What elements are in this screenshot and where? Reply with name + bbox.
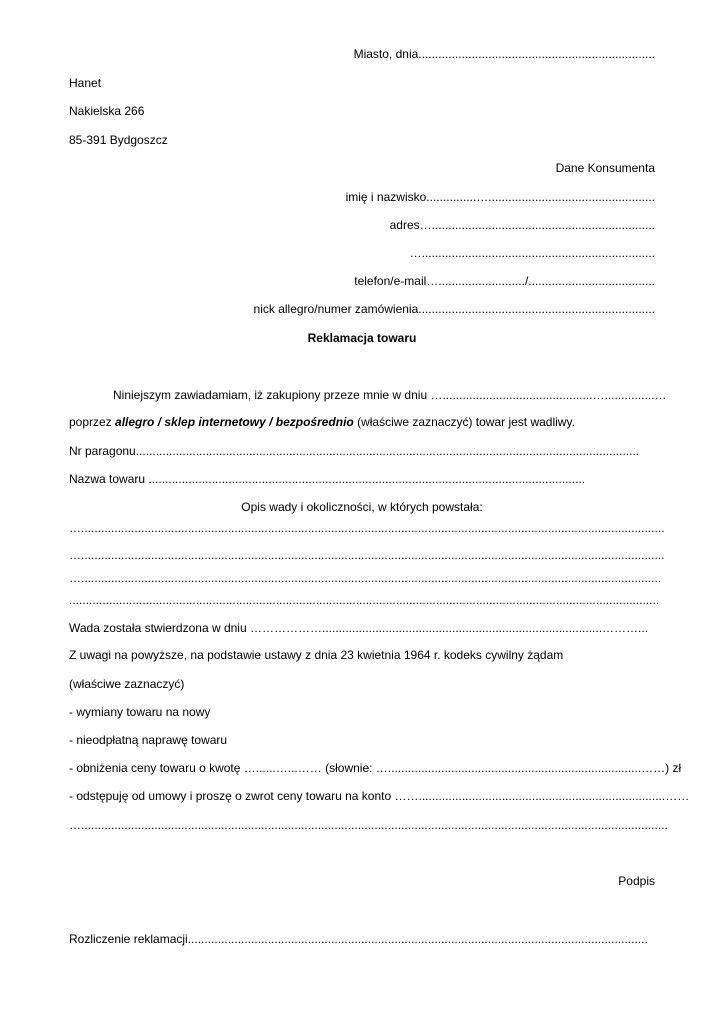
place-date-line: Miasto, dnia.......................................................................	[353, 47, 655, 61]
defect-date-line: Wada została stwierdzona w dniu ………………....................................................................................………...	[69, 621, 649, 635]
option-replacement: - wymiany towaru na nowy	[69, 705, 211, 719]
consumer-header: Dane Konsumenta	[555, 161, 655, 175]
product-name-line: Nazwa towaru ...................................................................................................................................	[69, 472, 586, 486]
consumer-order-line: nick allegro/numer zamówienia.......................................................................	[253, 302, 655, 316]
intro-line: Niniejszym zawiadamiam, iż zakupiony przeze mnie w dniu ….............................................…...............…	[113, 388, 667, 402]
signature-label: Podpis	[618, 874, 655, 888]
consumer-address-line-2: …......................................................................	[409, 246, 655, 260]
seller-street: Nakielska 266	[69, 104, 145, 118]
settlement-line: Rozliczenie reklamacji..........................................................................................................................................	[69, 932, 648, 946]
consumer-address-line: adres…...................................................................	[389, 218, 655, 232]
purchase-channel-options: allegro / sklep internetowy / bezpośrednio	[115, 415, 354, 429]
purchase-channel-suffix: (właściwe zaznaczyć) towar jest wadliwy.	[353, 415, 575, 429]
choose-note: (właściwe zaznaczyć)	[69, 677, 185, 691]
document-title: Reklamacja towaru	[307, 331, 417, 345]
consumer-name-line: imię i nazwisko...............…..................................................	[345, 190, 655, 204]
defect-line: …...............................................................................................................................................................................	[69, 521, 665, 535]
defect-line: …...............................................................................................................................................................................	[69, 548, 665, 562]
option-repair: - nieodpłatną naprawę towaru	[69, 733, 228, 747]
purchase-channel-prefix: poprzez	[69, 415, 116, 429]
account-number-line: …................................................................................................................................................................................	[69, 818, 668, 832]
defect-line: .................................................................................................................................................................................	[69, 593, 660, 607]
seller-name: Hanet	[69, 76, 102, 90]
option-price-reduction: - obniżenia ceny towaru o kwotę …......…...…… (słownie: …............................................................................……) zł	[69, 761, 682, 775]
legal-basis-line: Z uwagi na powyższe, na podstawie ustawy z dnia 23 kwietnia 1964 r. kodeks cywilny żądam	[69, 648, 564, 662]
purchase-channel-line	[69, 415, 575, 429]
defect-line: …..............................................................................................................................................................................	[69, 571, 662, 585]
defect-description-header: Opis wady i okoliczności, w których powstała:	[241, 500, 483, 514]
seller-city: 85-391 Bydgoszcz	[69, 133, 168, 147]
option-refund: - odstępuję od umowy i proszę o zwrot ceny towaru na konto ……..........................................................................……	[69, 789, 690, 803]
receipt-number-line: Nr paragonu.......................................................................................................................................................	[69, 444, 640, 458]
consumer-contact-line: telefon/e-mail…........................../......................................	[354, 274, 655, 288]
